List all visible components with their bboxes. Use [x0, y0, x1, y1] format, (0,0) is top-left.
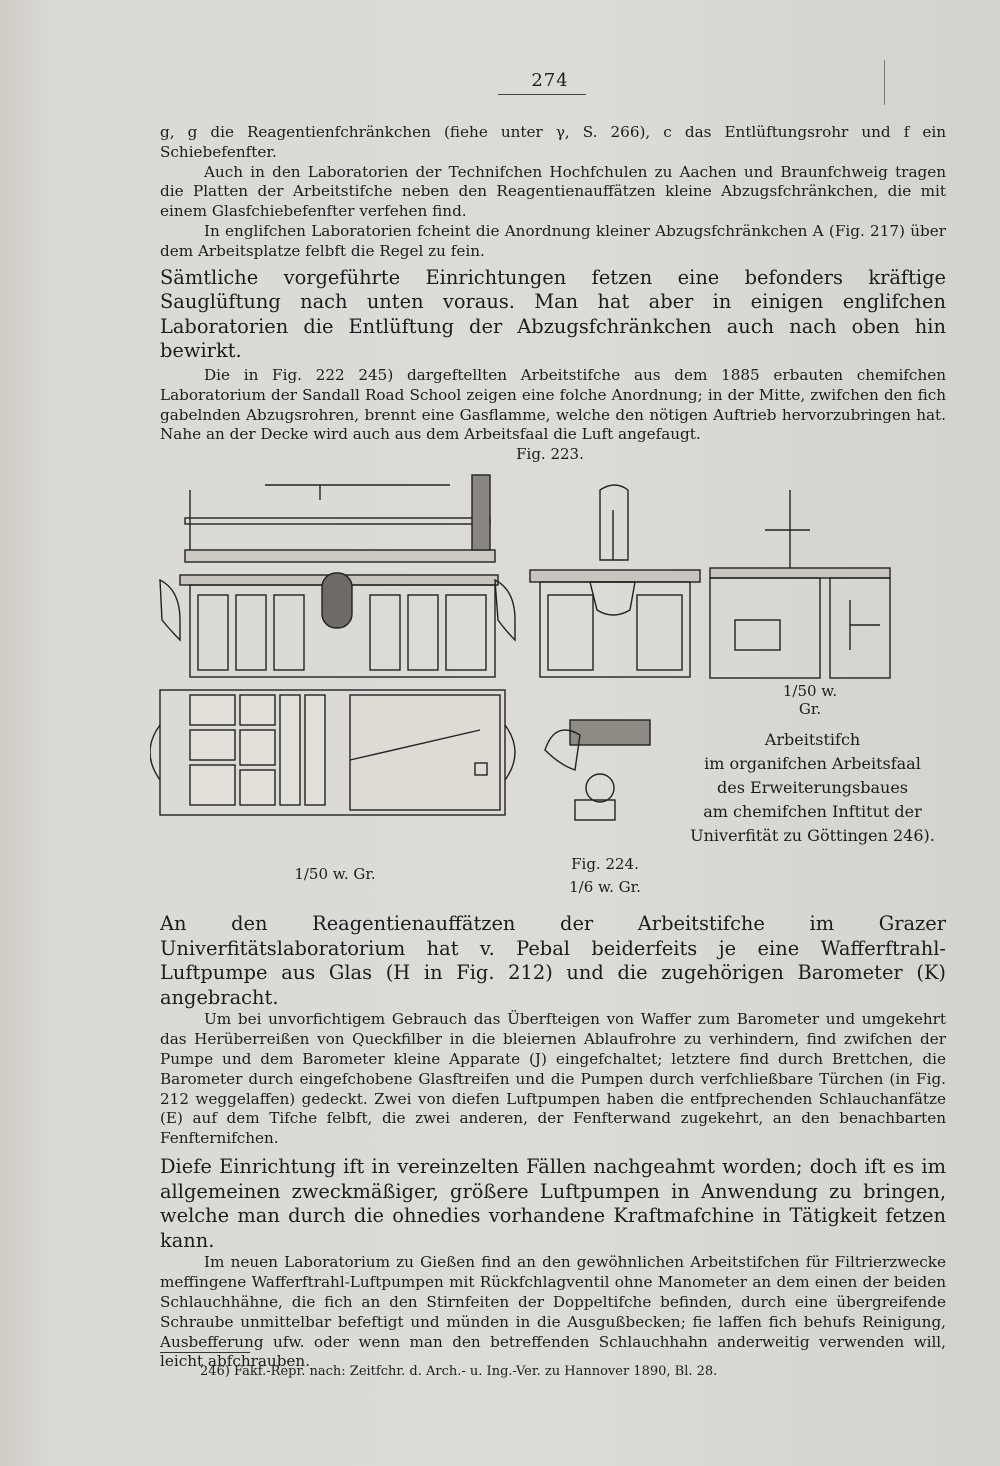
- paragraph: Diefe Einrichtung ift in vereinzelten Fällen nachgeahmt worden; doch ift es im allgemeinen zweckmäßiger, größere Luftpumpen in Anwendung zu bringen, welche man durch die ohnedies vorhandene Kraftmafchine in Tätigkeit fetzen kann.: [160, 1154, 946, 1252]
- footnote: 246) Fakf.-Repr. nach: Zeitfchr. d. Arch.- u. Ing.-Ver. zu Hannover 1890, Bl. 28.: [200, 1364, 718, 1379]
- scale-bottom: 1/6 w. Gr.: [569, 878, 641, 896]
- paragraph: In englifchen Laboratorien fcheint die Anordnung kleiner Abzugsfchränkchen A (Fig. 217) über dem Arbeitsplatze felbft die Regel zu fein.: [160, 221, 946, 260]
- page-number-rule: [498, 94, 586, 95]
- paragraph: g, g die Reagentienfchränkchen (fiehe unter γ, S. 266), c das Entlüftungsrohr und f ein Schiebefenfter.: [160, 123, 946, 161]
- scale-left: 1/50 w. Gr.: [294, 865, 376, 883]
- paragraph: Die in Fig. 222 245) dargeftellten Arbeitstifche aus dem 1885 erbauten chemifchen Laboratorium der Sandall Road School zeigen eine folche Anordnung; in der Mitte, zwifchen den fich gabelnden Abzugsrohren, brennt eine Gasflamme, welche den nötigen Auftrieb hervorzubringen hat. Nahe an der Decke wird auch aus dem Arbeitsfaal die Luft angefaugt.: [160, 365, 946, 444]
- text-block-bottom: [160, 912, 946, 1372]
- paragraph: Um bei unvorfichtigem Gebrauch das Überfteigen von Waffer zum Barometer und umgekehrt das Herüberreißen von Queckfilber in die bleiernen Ablaufrohre zu verhindern, find zwifchen der Pumpe und dem Barometer kleine Apparate (J) eingefchaltet; letztere find durch Brettchen, die Barometer durch eingefchobene Glasftreifen und die Pumpen durch verfchließbare Türchen (in Fig. 212 weggelaffen) gedeckt. Zwei von diefen Luftpumpen haben die entfprechenden Schlauchanfätze (E) auf dem Tifche felbft, die zwei anderen, der Fenfterwand zugekehrt, an den benachbarten Fenfternifchen.: [160, 1010, 946, 1148]
- figure-label-224: Fig. 224.: [571, 855, 639, 873]
- text-block-top: [160, 123, 946, 445]
- page-number: 274: [531, 70, 569, 91]
- caption-line: Arbeitstifch: [764, 730, 861, 749]
- paragraph: An den Reagentienauffätzen der Arbeitstifche im Grazer Univerfitätslaboratorium hat v. Pebal beiderfeits je eine Wafferftrahl-Luftpumpe aus Glas (H in Fig. 212) und die zugehörigen Barometer (K) angebracht.: [160, 912, 946, 1009]
- caption-line: am chemifchen Inftitut der: [703, 802, 922, 821]
- caption-line: des Erweiterungsbaues: [717, 778, 908, 797]
- scale-right: 1/50 w. Gr.: [782, 682, 838, 718]
- paragraph: Im neuen Laboratorium zu Gießen find an den gewöhnlichen Arbeitstifchen für Filtrierzwecke meffingene Wafferftrahl-Luftpumpen mit Rückfchlagventil ohne Manometer an dem einen der beiden Schlauchhähne, die fich an den Stirnfeiten der Doppeltifche befinden, durch eine übergreifende Schraube unmittelbar befeftigt und münden in die Ausgußbecken; fie laffen fich behufs Reinigung, Ausbefferung ufw. oder wenn man den betreffenden Schlauchhahn anderweitig verwenden will, leicht abfchrauben.: [160, 1253, 946, 1371]
- figure-label-223: Fig. 223.: [516, 445, 584, 463]
- caption-line: im organifchen Arbeitsfaal: [704, 754, 921, 773]
- figure-caption: [690, 728, 935, 848]
- paragraph: Sämtliche vorgeführte Einrichtungen fetzen eine befonders kräftige Sauglüftung nach unten voraus. Man hat aber in einigen englifchen Laboratorien die Entlüftung der Abzugsfchränkchen auch nach oben hin bewirkt.: [160, 265, 946, 363]
- footnote-separator: [160, 1352, 250, 1353]
- paragraph: Auch in den Laboratorien der Technifchen Hochfchulen zu Aachen und Braunfchweig tragen die Platten der Arbeitstifche neben den Reagentienauffätzen kleine Abzugsfchränkchen, die mit einem Glasfchiebefenfter verfehen find.: [160, 162, 946, 221]
- caption-line: Univerfität zu Göttingen 246).: [690, 826, 935, 845]
